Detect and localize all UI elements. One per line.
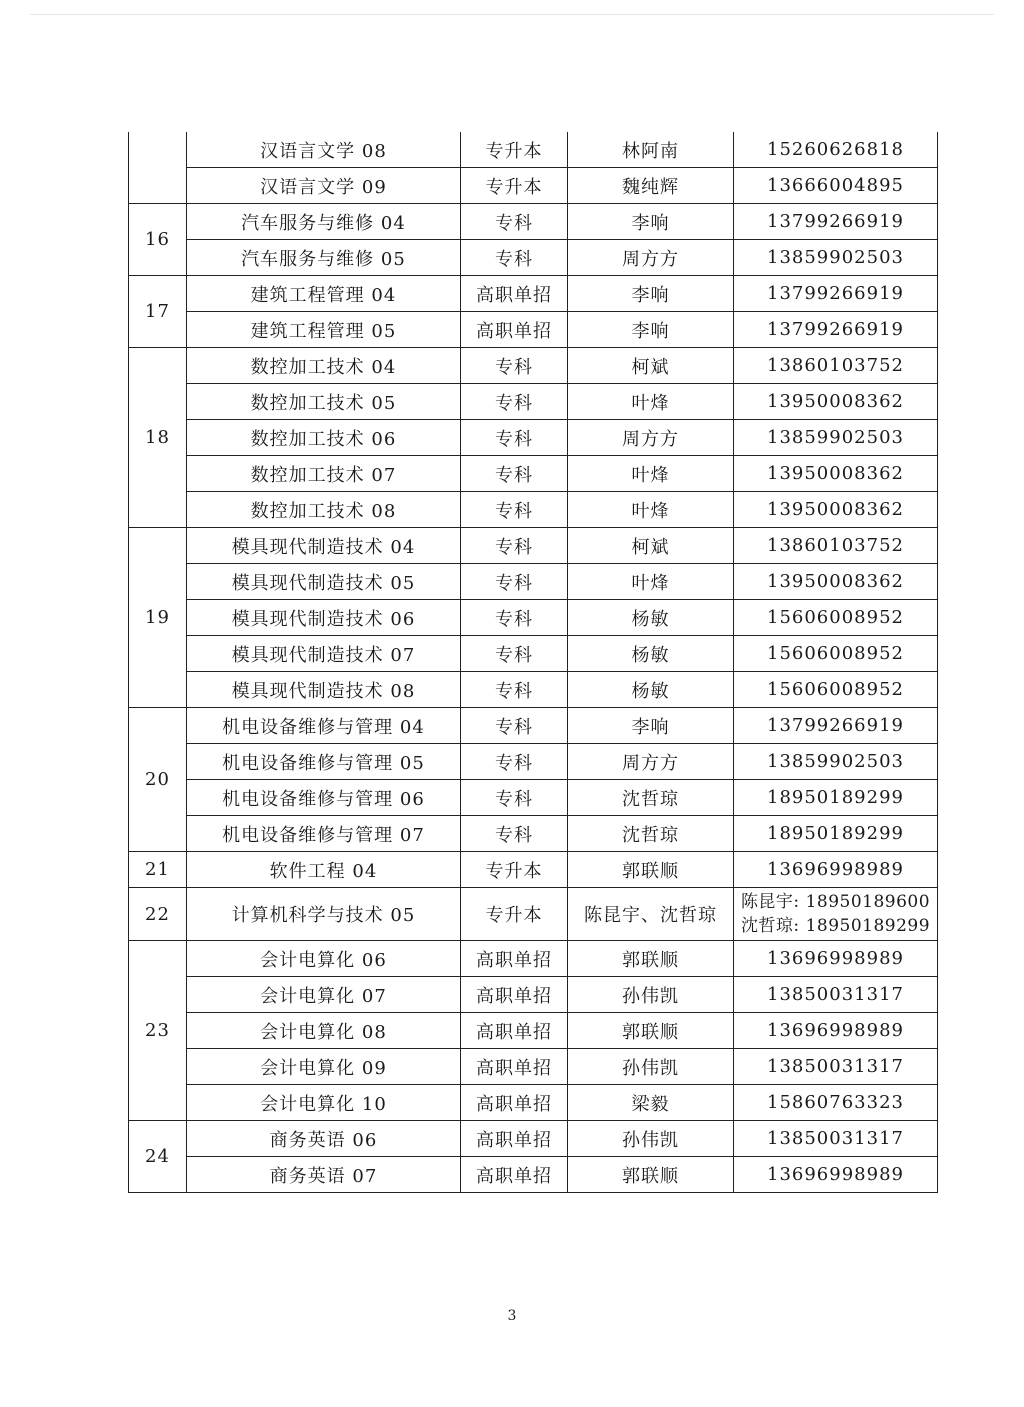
group-number-cell: 16 xyxy=(129,204,187,276)
phone-cell: 13696998989 xyxy=(734,852,938,888)
education-level-cell: 专科 xyxy=(461,744,568,780)
phone-cell: 15606008952 xyxy=(734,672,938,708)
phone-cell xyxy=(734,888,938,941)
table-row xyxy=(129,420,938,456)
teacher-cell: 杨敏 xyxy=(568,672,734,708)
class-name-cell: 计算机科学与技术 05 xyxy=(187,888,461,941)
class-name-cell: 会计电算化 06 xyxy=(187,941,461,977)
class-name-cell: 商务英语 06 xyxy=(187,1121,461,1157)
teacher-cell: 叶烽 xyxy=(568,456,734,492)
teacher-cell: 杨敏 xyxy=(568,636,734,672)
class-name-cell: 会计电算化 08 xyxy=(187,1013,461,1049)
phone-cell: 13696998989 xyxy=(734,941,938,977)
class-name-cell: 机电设备维修与管理 06 xyxy=(187,780,461,816)
page-number: 3 xyxy=(507,1308,517,1324)
education-level-cell: 专科 xyxy=(461,528,568,564)
class-name-cell: 数控加工技术 08 xyxy=(187,492,461,528)
teacher-cell: 叶烽 xyxy=(568,564,734,600)
phone-cell: 15860763323 xyxy=(734,1085,938,1121)
education-level-cell: 专科 xyxy=(461,456,568,492)
phone-cell: 13850031317 xyxy=(734,977,938,1013)
teacher-cell: 杨敏 xyxy=(568,600,734,636)
group-number-cell xyxy=(129,132,187,204)
phone-cell: 13950008362 xyxy=(734,492,938,528)
phone-cell: 13950008362 xyxy=(734,384,938,420)
teacher-cell: 李响 xyxy=(568,708,734,744)
class-name-cell: 模具现代制造技术 05 xyxy=(187,564,461,600)
phone-cell: 13859902503 xyxy=(734,240,938,276)
teacher-cell: 梁毅 xyxy=(568,1085,734,1121)
phone-cell: 13860103752 xyxy=(734,348,938,384)
class-name-cell: 数控加工技术 05 xyxy=(187,384,461,420)
education-level-cell: 专科 xyxy=(461,204,568,240)
table-row xyxy=(129,977,938,1013)
group-number-cell: 19 xyxy=(129,528,187,708)
teacher-cell: 孙伟凯 xyxy=(568,977,734,1013)
class-name-cell: 汉语言文学 08 xyxy=(187,132,461,168)
teacher-cell: 叶烽 xyxy=(568,492,734,528)
class-name-cell: 会计电算化 09 xyxy=(187,1049,461,1085)
education-level-cell: 高职单招 xyxy=(461,977,568,1013)
table-row xyxy=(129,528,938,564)
group-number-cell: 17 xyxy=(129,276,187,348)
table-row xyxy=(129,168,938,204)
teacher-cell: 孙伟凯 xyxy=(568,1049,734,1085)
class-name-cell: 模具现代制造技术 04 xyxy=(187,528,461,564)
phone-cell: 18950189299 xyxy=(734,780,938,816)
class-name-cell: 汽车服务与维修 04 xyxy=(187,204,461,240)
table-row xyxy=(129,1085,938,1121)
education-level-cell: 专科 xyxy=(461,600,568,636)
table-row xyxy=(129,348,938,384)
phone-line: 沈哲琼: 18950189299 xyxy=(740,916,931,936)
phone-cell: 13850031317 xyxy=(734,1049,938,1085)
teacher-cell: 魏纯辉 xyxy=(568,168,734,204)
education-level-cell: 专升本 xyxy=(461,168,568,204)
education-level-cell: 高职单招 xyxy=(461,1013,568,1049)
phone-cell: 13950008362 xyxy=(734,456,938,492)
education-level-cell: 专升本 xyxy=(461,852,568,888)
class-name-cell: 建筑工程管理 04 xyxy=(187,276,461,312)
teacher-cell: 周方方 xyxy=(568,744,734,780)
phone-cell: 13666004895 xyxy=(734,168,938,204)
teacher-cell: 沈哲琼 xyxy=(568,816,734,852)
education-level-cell: 专科 xyxy=(461,240,568,276)
phone-cell: 15260626818 xyxy=(734,132,938,168)
table-row xyxy=(129,1157,938,1193)
table-row xyxy=(129,1049,938,1085)
teacher-cell: 李响 xyxy=(568,276,734,312)
class-name-cell: 数控加工技术 07 xyxy=(187,456,461,492)
teacher-cell: 柯斌 xyxy=(568,348,734,384)
education-level-cell: 专升本 xyxy=(461,888,568,941)
education-level-cell: 高职单招 xyxy=(461,941,568,977)
phone-cell: 15606008952 xyxy=(734,636,938,672)
table-row xyxy=(129,600,938,636)
class-name-cell: 汉语言文学 09 xyxy=(187,168,461,204)
class-name-cell: 数控加工技术 04 xyxy=(187,348,461,384)
table-row xyxy=(129,852,938,888)
table-row xyxy=(129,636,938,672)
table-row xyxy=(129,456,938,492)
class-name-cell: 会计电算化 10 xyxy=(187,1085,461,1121)
education-level-cell: 专科 xyxy=(461,348,568,384)
class-name-cell: 机电设备维修与管理 04 xyxy=(187,708,461,744)
table-row xyxy=(129,941,938,977)
teacher-cell: 孙伟凯 xyxy=(568,1121,734,1157)
group-number-cell: 24 xyxy=(129,1121,187,1193)
phone-cell: 18950189299 xyxy=(734,816,938,852)
teacher-cell: 林阿南 xyxy=(568,132,734,168)
class-name-cell: 模具现代制造技术 06 xyxy=(187,600,461,636)
class-name-cell: 机电设备维修与管理 05 xyxy=(187,744,461,780)
phone-cell: 13696998989 xyxy=(734,1013,938,1049)
phone-cell: 13859902503 xyxy=(734,420,938,456)
table-row xyxy=(129,564,938,600)
class-name-cell: 数控加工技术 06 xyxy=(187,420,461,456)
class-name-cell: 模具现代制造技术 07 xyxy=(187,636,461,672)
class-contact-table xyxy=(128,132,938,1193)
education-level-cell: 专科 xyxy=(461,492,568,528)
table-row xyxy=(129,744,938,780)
phone-cell: 13696998989 xyxy=(734,1157,938,1193)
group-number-cell: 21 xyxy=(129,852,187,888)
class-name-cell: 会计电算化 07 xyxy=(187,977,461,1013)
table-row xyxy=(129,312,938,348)
table-row xyxy=(129,492,938,528)
phone-cell: 13850031317 xyxy=(734,1121,938,1157)
phone-line: 陈昆宇: 18950189600 xyxy=(740,892,931,912)
table-row xyxy=(129,780,938,816)
education-level-cell: 专科 xyxy=(461,708,568,744)
group-number-cell: 20 xyxy=(129,708,187,852)
class-name-cell: 建筑工程管理 05 xyxy=(187,312,461,348)
phone-cell: 15606008952 xyxy=(734,600,938,636)
education-level-cell: 高职单招 xyxy=(461,1085,568,1121)
table-row xyxy=(129,1013,938,1049)
education-level-cell: 专科 xyxy=(461,564,568,600)
class-name-cell: 模具现代制造技术 08 xyxy=(187,672,461,708)
education-level-cell: 高职单招 xyxy=(461,1157,568,1193)
teacher-cell: 郭联顺 xyxy=(568,852,734,888)
teacher-cell: 柯斌 xyxy=(568,528,734,564)
education-level-cell: 高职单招 xyxy=(461,312,568,348)
phone-cell: 13860103752 xyxy=(734,528,938,564)
table-row xyxy=(129,1121,938,1157)
table-row xyxy=(129,240,938,276)
education-level-cell: 专科 xyxy=(461,420,568,456)
group-number-cell: 18 xyxy=(129,348,187,528)
table-row xyxy=(129,708,938,744)
teacher-cell: 周方方 xyxy=(568,240,734,276)
teacher-cell: 陈昆宇、沈哲琼 xyxy=(568,888,734,941)
class-name-cell: 软件工程 04 xyxy=(187,852,461,888)
table-row xyxy=(129,384,938,420)
phone-cell: 13799266919 xyxy=(734,276,938,312)
class-name-cell: 机电设备维修与管理 07 xyxy=(187,816,461,852)
table-row xyxy=(129,672,938,708)
teacher-cell: 叶烽 xyxy=(568,384,734,420)
table-row xyxy=(129,888,938,941)
teacher-cell: 郭联顺 xyxy=(568,1013,734,1049)
teacher-cell: 郭联顺 xyxy=(568,941,734,977)
group-number-cell: 23 xyxy=(129,941,187,1121)
phone-cell: 13799266919 xyxy=(734,312,938,348)
table-row xyxy=(129,816,938,852)
education-level-cell: 专科 xyxy=(461,672,568,708)
phone-cell: 13859902503 xyxy=(734,744,938,780)
group-number-cell: 22 xyxy=(129,888,187,941)
education-level-cell: 专科 xyxy=(461,816,568,852)
education-level-cell: 专科 xyxy=(461,384,568,420)
table-row xyxy=(129,204,938,240)
table-row xyxy=(129,276,938,312)
teacher-cell: 郭联顺 xyxy=(568,1157,734,1193)
class-name-cell: 商务英语 07 xyxy=(187,1157,461,1193)
top-rule xyxy=(30,14,994,15)
phone-cell: 13799266919 xyxy=(734,708,938,744)
teacher-cell: 周方方 xyxy=(568,420,734,456)
education-level-cell: 高职单招 xyxy=(461,1049,568,1085)
teacher-cell: 沈哲琼 xyxy=(568,780,734,816)
phone-cell: 13799266919 xyxy=(734,204,938,240)
teacher-cell: 李响 xyxy=(568,204,734,240)
class-name-cell: 汽车服务与维修 05 xyxy=(187,240,461,276)
education-level-cell: 高职单招 xyxy=(461,1121,568,1157)
table-row xyxy=(129,132,938,168)
education-level-cell: 专科 xyxy=(461,780,568,816)
teacher-cell: 李响 xyxy=(568,312,734,348)
education-level-cell: 专升本 xyxy=(461,132,568,168)
education-level-cell: 高职单招 xyxy=(461,276,568,312)
phone-cell: 13950008362 xyxy=(734,564,938,600)
education-level-cell: 专科 xyxy=(461,636,568,672)
